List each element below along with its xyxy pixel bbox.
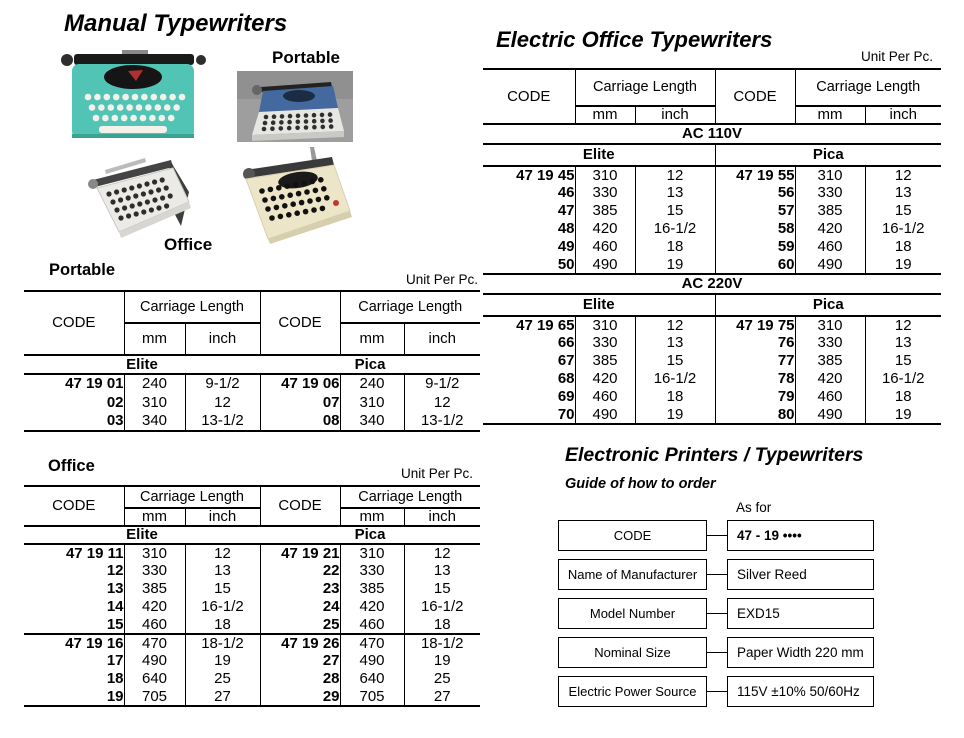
- code-cell: 17: [24, 652, 124, 670]
- inch-cell: 13: [185, 562, 260, 580]
- code-cell: 12: [24, 562, 124, 580]
- mm-header: mm: [124, 323, 185, 355]
- inch-cell: 19: [185, 652, 260, 670]
- inch-cell: 12: [433, 393, 451, 411]
- inch-cell: 19: [635, 256, 715, 274]
- portable-section-title: Portable: [49, 261, 116, 279]
- code-cell: 50: [483, 256, 575, 274]
- inch-cell: 25: [433, 670, 451, 688]
- table-row: [24, 393, 480, 412]
- inch-cell: 13: [635, 334, 715, 352]
- elite-band: Elite: [483, 294, 715, 316]
- inch-header: inch: [185, 508, 260, 526]
- table-row: [24, 562, 480, 580]
- mm-cell: 460: [124, 616, 185, 634]
- mm-cell: 490: [575, 256, 635, 274]
- code-cell: 47 19 65: [483, 316, 575, 334]
- code-cell: 27: [260, 652, 340, 670]
- code-cell: 57: [715, 202, 795, 220]
- mm-cell: 330: [575, 184, 635, 202]
- inch-cell: 18-1/2: [404, 634, 480, 652]
- inch-cell: 12: [635, 166, 715, 184]
- mm-cell: 330: [340, 562, 404, 580]
- guide-label-box: Nominal Size: [558, 637, 707, 668]
- table-row: [483, 184, 941, 202]
- code-cell: 22: [260, 562, 340, 580]
- guide-connector: [707, 613, 727, 614]
- code-cell: 02: [24, 393, 124, 412]
- inch-cell: 16-1/2: [881, 220, 925, 238]
- carriage-length-header: Carriage Length: [124, 291, 260, 323]
- mm-cell: 460: [575, 388, 635, 406]
- code-cell: 56: [715, 184, 795, 202]
- code-cell: 07: [260, 393, 340, 412]
- code-cell: 47 19 21: [260, 544, 340, 562]
- code-header: CODE: [260, 486, 340, 526]
- code-header: CODE: [483, 69, 575, 124]
- teal-typewriter-illustration: [58, 50, 208, 148]
- power-band: AC 110V: [483, 124, 941, 144]
- mm-cell: 420: [795, 370, 865, 388]
- code-cell: 68: [483, 370, 575, 388]
- mm-header: mm: [575, 106, 635, 124]
- guide-connector: [707, 574, 727, 575]
- code-cell: 47 19 06: [260, 374, 340, 393]
- code-cell: 67: [483, 352, 575, 370]
- table-row: [483, 256, 941, 274]
- inch-cell: 9-1/2: [425, 375, 460, 393]
- inch-cell: 19: [894, 256, 912, 273]
- guide-label-box: Name of Manufacturer: [558, 559, 707, 590]
- carriage-length-header: Carriage Length: [575, 69, 715, 106]
- inch-cell: 12: [185, 393, 260, 412]
- inch-cell: 19: [433, 652, 451, 670]
- mm-cell: 330: [795, 184, 865, 202]
- electric-table: [483, 68, 941, 425]
- unit-label-portable: Unit Per Pc.: [405, 272, 478, 287]
- mm-cell: 310: [124, 544, 185, 562]
- electric-typewriters-title: Electric Office Typewriters: [496, 27, 773, 52]
- guide-value-box: EXD15: [727, 598, 874, 629]
- mm-cell: 470: [340, 634, 404, 652]
- carriage-length-header: Carriage Length: [340, 291, 480, 323]
- inch-cell: 19: [635, 406, 715, 424]
- table-row: [483, 334, 941, 352]
- teal-portable-typewriter-image: [58, 50, 208, 153]
- code-cell: 48: [483, 220, 575, 238]
- code-cell: 46: [483, 184, 575, 202]
- carriage-length-header: Carriage Length: [124, 486, 260, 508]
- guide-order-diagram: [558, 520, 874, 707]
- code-cell: 80: [715, 406, 795, 424]
- blue-typewriter-illustration: [237, 71, 353, 142]
- guide-subtitle: Guide of how to order: [565, 476, 716, 492]
- spec-table: [24, 290, 480, 432]
- inch-cell: 12: [433, 544, 451, 562]
- inch-cell: 16-1/2: [635, 370, 715, 388]
- manual-typewriters-title: Manual Typewriters: [64, 10, 288, 37]
- mm-header: mm: [795, 106, 865, 124]
- elite-band: Elite: [24, 355, 260, 374]
- table-row: [24, 412, 480, 431]
- code-cell: 47 19 26: [260, 634, 340, 652]
- inch-cell: 16-1/2: [185, 598, 260, 616]
- mm-cell: 460: [340, 616, 404, 634]
- table-row: [24, 598, 480, 616]
- guide-connector: [707, 691, 727, 692]
- table-row: [483, 370, 941, 388]
- guide-value-box: Silver Reed: [727, 559, 874, 590]
- code-cell: 78: [715, 370, 795, 388]
- code-cell: 24: [260, 598, 340, 616]
- pica-band: Pica: [715, 144, 941, 166]
- table-row: [24, 670, 480, 688]
- table-row: [483, 220, 941, 238]
- guide-label-box: CODE: [558, 520, 707, 551]
- inch-cell: 13: [433, 562, 451, 580]
- code-header: CODE: [715, 69, 795, 124]
- guide-value-box: 115V ±10% 50/60Hz: [727, 676, 874, 707]
- power-band: AC 220V: [483, 274, 941, 294]
- mm-cell: 420: [795, 220, 865, 238]
- code-cell: 69: [483, 388, 575, 406]
- mm-cell: 490: [795, 406, 865, 424]
- table-row: [24, 374, 480, 393]
- mm-cell: 385: [575, 202, 635, 220]
- code-cell: 15: [24, 616, 124, 634]
- mm-cell: 420: [575, 370, 635, 388]
- inch-header: inch: [635, 106, 715, 124]
- guide-value-box: Paper Width 220 mm: [727, 637, 874, 668]
- table-row: [483, 238, 941, 256]
- inch-cell: 13-1/2: [404, 412, 480, 431]
- code-cell: 66: [483, 334, 575, 352]
- table-row: [24, 688, 480, 706]
- mm-cell: 640: [124, 670, 185, 688]
- mm-cell: 340: [124, 412, 185, 431]
- mm-header: mm: [340, 508, 404, 526]
- guide-connector: [707, 535, 727, 536]
- elite-band: Elite: [24, 526, 260, 544]
- cream-typewriter-illustration: [232, 147, 358, 250]
- code-cell: 49: [483, 238, 575, 256]
- code-cell: 47 19 16: [24, 634, 124, 652]
- inch-cell: 12: [894, 166, 912, 184]
- carriage-length-header: Carriage Length: [340, 486, 480, 508]
- cream-office-typewriter-image: [232, 147, 358, 255]
- code-cell: 70: [483, 406, 575, 424]
- inch-cell: 15: [894, 202, 912, 220]
- inch-cell: 25: [185, 670, 260, 688]
- inch-header: inch: [185, 323, 260, 355]
- guide-row: [558, 637, 874, 668]
- office-section-title: Office: [48, 457, 95, 475]
- inch-cell: 15: [635, 352, 715, 370]
- mm-cell: 385: [795, 202, 865, 220]
- mm-header: mm: [340, 323, 404, 355]
- code-cell: 47 19 45: [483, 166, 575, 184]
- mm-cell: 310: [795, 166, 865, 184]
- code-cell: 77: [715, 352, 795, 370]
- table-row: [24, 580, 480, 598]
- code-cell: 03: [24, 412, 124, 431]
- table-row: [483, 352, 941, 370]
- mm-cell: 420: [340, 598, 404, 616]
- portable-caption: Portable: [272, 48, 341, 67]
- table-row: [483, 166, 941, 184]
- code-cell: 60: [715, 256, 795, 274]
- elite-band: Elite: [483, 144, 715, 166]
- mm-cell: 420: [124, 598, 185, 616]
- mm-cell: 310: [340, 393, 404, 412]
- mm-cell: 460: [575, 238, 635, 256]
- as-for-label: As for: [736, 500, 772, 515]
- mm-cell: 385: [340, 580, 404, 598]
- spec-table: [483, 68, 941, 425]
- mm-cell: 330: [575, 334, 635, 352]
- mm-cell: 460: [795, 238, 865, 256]
- mm-cell: 470: [124, 634, 185, 652]
- table-row: [483, 202, 941, 220]
- table-row: [483, 388, 941, 406]
- code-cell: 29: [260, 688, 340, 706]
- inch-cell: 15: [185, 580, 260, 598]
- mm-cell: 385: [795, 352, 865, 370]
- code-cell: 14: [24, 598, 124, 616]
- inch-cell: 16-1/2: [635, 220, 715, 238]
- code-cell: 47 19 01: [24, 374, 124, 393]
- table-row: [483, 406, 941, 424]
- office-table: [24, 485, 480, 707]
- pica-band: Pica: [260, 355, 480, 374]
- mm-cell: 310: [340, 544, 404, 562]
- mm-cell: 385: [124, 580, 185, 598]
- code-cell: 47 19 55: [715, 166, 795, 184]
- table-row: [24, 544, 480, 562]
- mm-cell: 310: [795, 316, 865, 334]
- code-cell: 23: [260, 580, 340, 598]
- table-row: [24, 652, 480, 670]
- spec-table: [24, 485, 480, 707]
- code-cell: 08: [260, 412, 340, 431]
- mm-cell: 240: [340, 374, 404, 393]
- mm-cell: 705: [340, 688, 404, 706]
- inch-cell: 12: [894, 316, 912, 334]
- unit-label-electric: Unit Per Pc.: [860, 49, 933, 64]
- guide-row: [558, 559, 874, 590]
- unit-label-office: Unit Per Pc.: [400, 466, 473, 481]
- code-cell: 25: [260, 616, 340, 634]
- inch-cell: 18: [894, 238, 912, 256]
- blue-portable-typewriter-image: [237, 71, 353, 147]
- inch-cell: 18: [635, 388, 715, 406]
- table-row: [24, 634, 480, 652]
- inch-header: inch: [428, 330, 457, 348]
- mm-header: mm: [124, 508, 185, 526]
- code-cell: 47 19 11: [24, 544, 124, 562]
- office-caption: Office: [164, 235, 213, 254]
- mm-cell: 340: [340, 412, 404, 431]
- mm-cell: 490: [124, 652, 185, 670]
- mm-cell: 330: [795, 334, 865, 352]
- inch-cell: 12: [185, 544, 260, 562]
- inch-cell: 9-1/2: [185, 374, 260, 393]
- code-header: CODE: [24, 486, 124, 526]
- mm-cell: 330: [124, 562, 185, 580]
- inch-cell: 12: [635, 316, 715, 334]
- guide-row: [558, 598, 874, 629]
- portable-table: [24, 290, 480, 432]
- code-cell: 79: [715, 388, 795, 406]
- inch-cell: 15: [433, 580, 451, 598]
- mm-cell: 240: [124, 374, 185, 393]
- mm-cell: 490: [795, 256, 865, 274]
- inch-cell: 19: [865, 406, 941, 424]
- guide-label-box: Model Number: [558, 598, 707, 629]
- table-row: [24, 616, 480, 634]
- code-cell: 18: [24, 670, 124, 688]
- inch-cell: 13-1/2: [185, 412, 260, 431]
- inch-cell: 18: [894, 388, 912, 406]
- code-cell: 59: [715, 238, 795, 256]
- code-header: CODE: [260, 291, 340, 355]
- inch-cell: 18-1/2: [185, 634, 260, 652]
- mm-cell: 490: [575, 406, 635, 424]
- pica-band: Pica: [260, 526, 480, 544]
- mm-cell: 385: [575, 352, 635, 370]
- guide-connector: [707, 652, 727, 653]
- inch-cell: 15: [894, 352, 912, 370]
- inch-cell: 13: [635, 184, 715, 202]
- inch-cell: 16-1/2: [420, 598, 464, 616]
- inch-cell: 15: [635, 202, 715, 220]
- code-cell: 19: [24, 688, 124, 706]
- code-cell: 28: [260, 670, 340, 688]
- mm-cell: 460: [795, 388, 865, 406]
- code-cell: 58: [715, 220, 795, 238]
- inch-cell: 27: [404, 688, 480, 706]
- inch-cell: 18: [185, 616, 260, 634]
- pica-band: Pica: [715, 294, 941, 316]
- guide-label-box: Electric Power Source: [558, 676, 707, 707]
- mm-cell: 420: [575, 220, 635, 238]
- inch-cell: 13: [894, 184, 912, 202]
- carriage-length-header: Carriage Length: [795, 69, 941, 106]
- mm-cell: 705: [124, 688, 185, 706]
- inch-header: inch: [428, 508, 457, 526]
- inch-header: inch: [889, 106, 918, 124]
- guide-value-box: 47 - 19 ••••: [727, 520, 874, 551]
- code-header: CODE: [24, 291, 124, 355]
- mm-cell: 310: [124, 393, 185, 412]
- code-cell: 47: [483, 202, 575, 220]
- guide-row: [558, 520, 874, 551]
- mm-cell: 640: [340, 670, 404, 688]
- inch-cell: 13: [894, 334, 912, 352]
- inch-cell: 18: [635, 238, 715, 256]
- inch-cell: 16-1/2: [881, 370, 925, 388]
- guide-row: [558, 676, 874, 707]
- mm-cell: 310: [575, 316, 635, 334]
- table-row: [483, 316, 941, 334]
- code-cell: 13: [24, 580, 124, 598]
- inch-cell: 27: [185, 688, 260, 706]
- guide-title: Electronic Printers / Typewriters: [565, 444, 864, 466]
- code-cell: 47 19 75: [715, 316, 795, 334]
- inch-cell: 18: [433, 616, 451, 633]
- mm-cell: 310: [575, 166, 635, 184]
- mm-cell: 490: [340, 652, 404, 670]
- code-cell: 76: [715, 334, 795, 352]
